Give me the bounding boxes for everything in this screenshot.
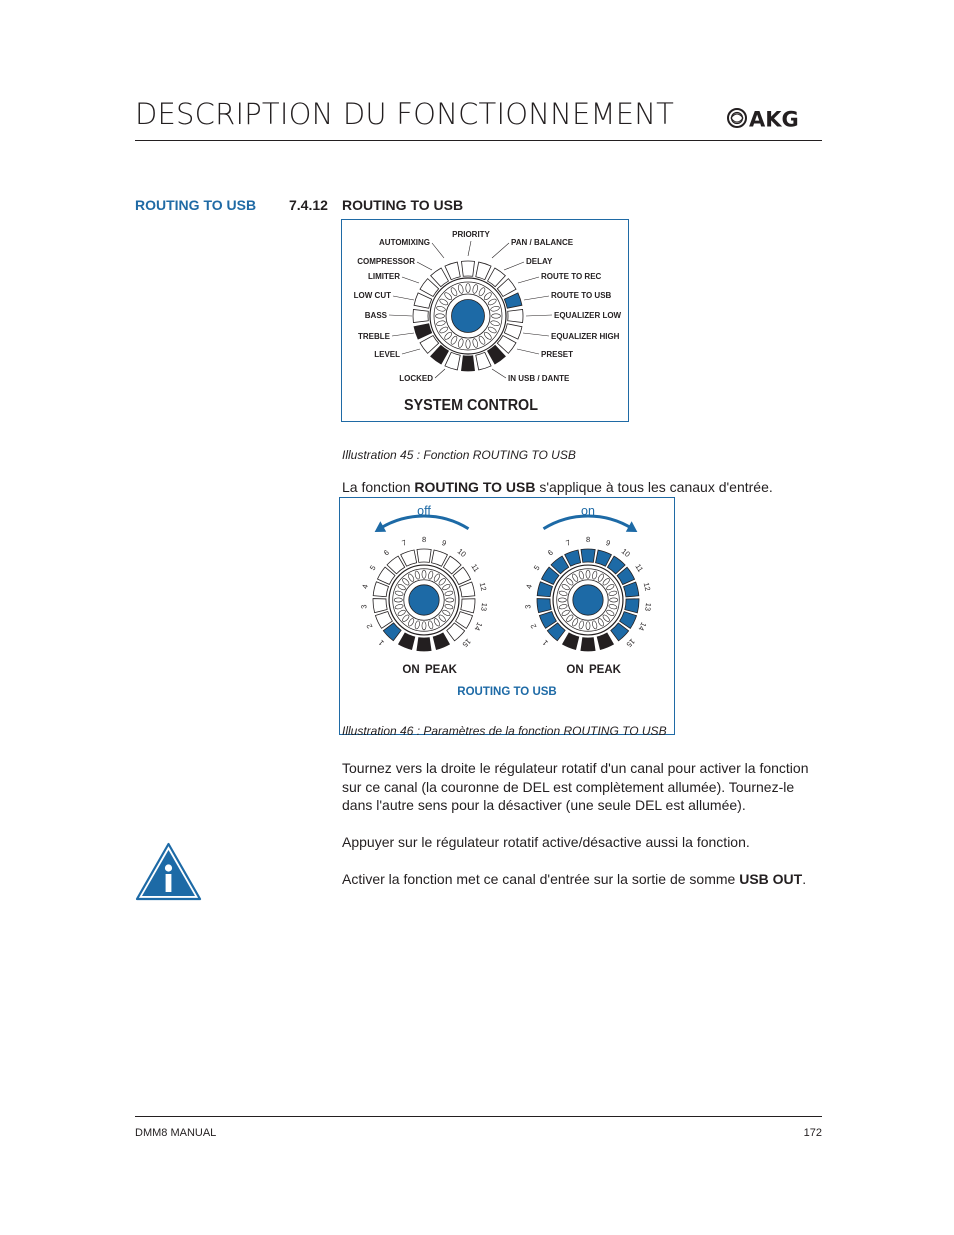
function-label-right: PAN / BALANCE xyxy=(511,238,574,247)
on-knob-scale-number: 6 xyxy=(545,547,555,558)
led-segment xyxy=(504,324,522,339)
on-knob-status-led xyxy=(597,633,613,650)
label-leader-line xyxy=(504,262,524,270)
knob-grip-notch xyxy=(466,340,470,349)
routing-knobs-diagram xyxy=(340,498,674,734)
off-knob-scale-number: 11 xyxy=(469,562,482,574)
body-paragraph-1: Tournez vers la droite le régulateur rotatif d'un canal pour activer la fonction sur ce canal (la couronne de DEL est complètement allumée). Tournez-le dans l'autre sens pour la désactiver (une seule DEL est allumée). xyxy=(342,760,809,813)
off-knob-scale-number: 9 xyxy=(440,537,448,548)
label-leader-line xyxy=(402,277,419,283)
on-knob-scale-number: 2 xyxy=(528,622,539,631)
off-knob-on-label: ON xyxy=(402,664,420,676)
off-knob-scale-number: 12 xyxy=(477,581,489,592)
figure2-caption: Illustration 46 : Paramètres de la fonction ROUTING TO USB xyxy=(342,724,667,738)
label-leader-line xyxy=(392,333,414,336)
function-label-right: IN USB / DANTE xyxy=(508,374,570,383)
knob-grip-notch xyxy=(436,314,445,318)
led-segment xyxy=(508,309,523,322)
function-label-right: EQUALIZER HIGH xyxy=(551,332,620,341)
function-label-left: TREBLE xyxy=(358,332,390,341)
off-knob-led xyxy=(461,599,475,613)
function-label-left: LIMITER xyxy=(368,272,400,281)
label-leader-line xyxy=(432,243,444,258)
side-section-label: ROUTING TO USB xyxy=(135,197,257,213)
on-knob-scale-number: 10 xyxy=(619,546,632,559)
body-paragraph-3: Activer la fonction met ce canal d'entrée sur la sortie de somme USB OUT. xyxy=(342,871,807,887)
info-icon xyxy=(135,842,202,901)
led-segment xyxy=(445,262,460,280)
led-segment xyxy=(445,352,460,370)
on-knob-status-led xyxy=(581,638,595,651)
label-leader-line xyxy=(468,241,471,256)
on-knob-scale-number: 15 xyxy=(624,636,637,650)
function-label-left: BASS xyxy=(364,311,387,320)
knob-grip-notch xyxy=(558,598,566,602)
on-knob-scale-number: 4 xyxy=(524,583,534,590)
on-knob-led xyxy=(624,582,639,597)
off-knob-scale-number: 14 xyxy=(472,620,485,633)
led-segment xyxy=(414,293,432,308)
off-knob-scale-number: 2 xyxy=(364,622,375,631)
label-leader-line xyxy=(517,349,539,354)
page-number: 172 xyxy=(803,1127,822,1139)
label-leader-line xyxy=(393,296,414,300)
on-knob-scale-number: 8 xyxy=(586,534,591,545)
function-label-right: EQUALIZER LOW xyxy=(554,311,622,320)
label-leader-line xyxy=(417,262,432,270)
function-label-right: ROUTE TO REC xyxy=(541,272,602,281)
system-control-title: SYSTEM CONTROL xyxy=(404,397,539,414)
on-knob-state-label: on xyxy=(581,504,595,518)
label-leader-line xyxy=(402,349,420,354)
on-knob-led xyxy=(537,582,552,597)
label-leader-line xyxy=(518,277,539,283)
section-number: 7.4.12 xyxy=(289,197,328,213)
off-knob-scale-number: 3 xyxy=(359,604,369,610)
on-knob-led xyxy=(537,599,551,613)
label-leader-line xyxy=(492,369,506,378)
off-knob-state-label: off xyxy=(417,504,431,518)
section-heading xyxy=(289,197,463,213)
on-knob-scale-number: 11 xyxy=(633,562,646,574)
off-knob-led xyxy=(460,582,475,597)
knob-grip-notch xyxy=(586,622,590,630)
knob-grip-notch xyxy=(492,314,501,318)
function-label-left: AUTOMIXING xyxy=(379,238,430,247)
knob-cap xyxy=(573,585,603,615)
led-segment xyxy=(414,324,432,339)
knob-grip-notch xyxy=(446,598,454,602)
footer-manual-name: DMM8 MANUAL xyxy=(135,1127,217,1139)
on-knob-status-led xyxy=(563,633,579,650)
page-header-title: DESCRIPTION DU FONCTIONNEMENT xyxy=(135,97,675,131)
on-knob-scale-number: 12 xyxy=(641,581,653,592)
knob-grip-notch xyxy=(466,284,470,293)
usb-out-term: USB OUT xyxy=(739,871,803,887)
function-label-left: LOW CUT xyxy=(353,291,391,300)
on-knob-led xyxy=(625,599,639,613)
on-knob-scale-number: 9 xyxy=(604,537,612,548)
intro-bold-term: ROUTING TO USB xyxy=(414,479,536,495)
on-knob-scale-number: 14 xyxy=(636,620,649,633)
function-label-right: ROUTE TO USB xyxy=(551,291,612,300)
off-knob-led xyxy=(417,549,431,562)
knob-grip-notch xyxy=(610,598,618,602)
section-title: ROUTING TO USB xyxy=(342,197,464,213)
routing-to-usb-figure-label: ROUTING TO USB xyxy=(457,686,557,698)
off-knob-scale-number: 8 xyxy=(422,534,427,545)
on-knob-scale-number: 13 xyxy=(643,602,654,612)
knob-grip-notch xyxy=(422,622,426,630)
function-label-right: DELAY xyxy=(526,257,553,266)
label-priority: PRIORITY xyxy=(452,230,490,239)
off-knob-scale-number: 13 xyxy=(479,602,490,612)
intro-paragraph: La fonction ROUTING TO USB s'applique à tous les canaux d'entrée. xyxy=(342,479,773,495)
led-segment xyxy=(461,261,474,276)
led-segment xyxy=(476,352,491,370)
function-label-left: COMPRESSOR xyxy=(357,257,415,266)
off-knob-status-led xyxy=(399,633,415,650)
knob-grip-notch xyxy=(422,570,426,578)
logo-wordmark: AKG xyxy=(749,107,799,129)
off-knob-scale-number: 4 xyxy=(360,583,370,590)
knob-grip-notch xyxy=(394,598,402,602)
off-knob-status-led xyxy=(417,638,431,651)
on-knob-led xyxy=(581,549,595,562)
figure1-caption: Illustration 45 : Fonction ROUTING TO USB xyxy=(342,448,576,462)
off-knob-led xyxy=(373,599,387,613)
off-knob-scale-number: 7 xyxy=(400,537,408,548)
label-leader-line xyxy=(435,369,445,378)
label-leader-line xyxy=(492,243,509,258)
on-knob-scale-number: 1 xyxy=(540,638,550,648)
off-knob-led xyxy=(373,582,388,597)
function-label-right: PRESET xyxy=(541,350,574,359)
led-segment xyxy=(413,309,428,322)
led-segment xyxy=(461,356,474,371)
off-knob-scale-number: 5 xyxy=(367,563,378,572)
system-control-figure xyxy=(341,219,629,422)
off-knob-scale-number: 15 xyxy=(460,636,473,650)
knob-cap xyxy=(452,300,485,333)
on-knob-on-label: ON xyxy=(566,664,584,676)
header-rule xyxy=(135,140,822,141)
label-leader-line xyxy=(523,333,549,336)
footer-rule xyxy=(135,1116,822,1117)
on-knob-scale-number: 3 xyxy=(523,604,533,610)
on-knob-peak-label: PEAK xyxy=(589,664,621,676)
off-knob-scale-number: 10 xyxy=(455,546,468,559)
label-leader-line xyxy=(526,315,552,316)
on-knob-scale-number: 7 xyxy=(564,537,572,548)
system-control-diagram xyxy=(342,220,628,421)
on-knob-scale-number: 5 xyxy=(531,563,542,572)
label-leader-line xyxy=(524,296,549,300)
function-label-left: LOCKED xyxy=(399,374,433,383)
led-segment xyxy=(476,262,491,280)
led-segment xyxy=(504,293,522,308)
off-knob-peak-label: PEAK xyxy=(425,664,457,676)
off-knob-scale-number: 1 xyxy=(376,638,386,648)
routing-knobs-figure xyxy=(339,497,675,735)
function-label-left: LEVEL xyxy=(374,350,400,359)
label-leader-line xyxy=(389,315,412,316)
off-knob-status-led xyxy=(433,633,449,650)
off-knob-scale-number: 6 xyxy=(381,547,391,558)
knob-grip-notch xyxy=(586,570,590,578)
body-paragraph-2: Appuyer sur le régulateur rotatif active/désactive aussi la fonction. xyxy=(342,834,750,850)
akg-logo xyxy=(727,107,823,129)
knob-cap xyxy=(409,585,439,615)
